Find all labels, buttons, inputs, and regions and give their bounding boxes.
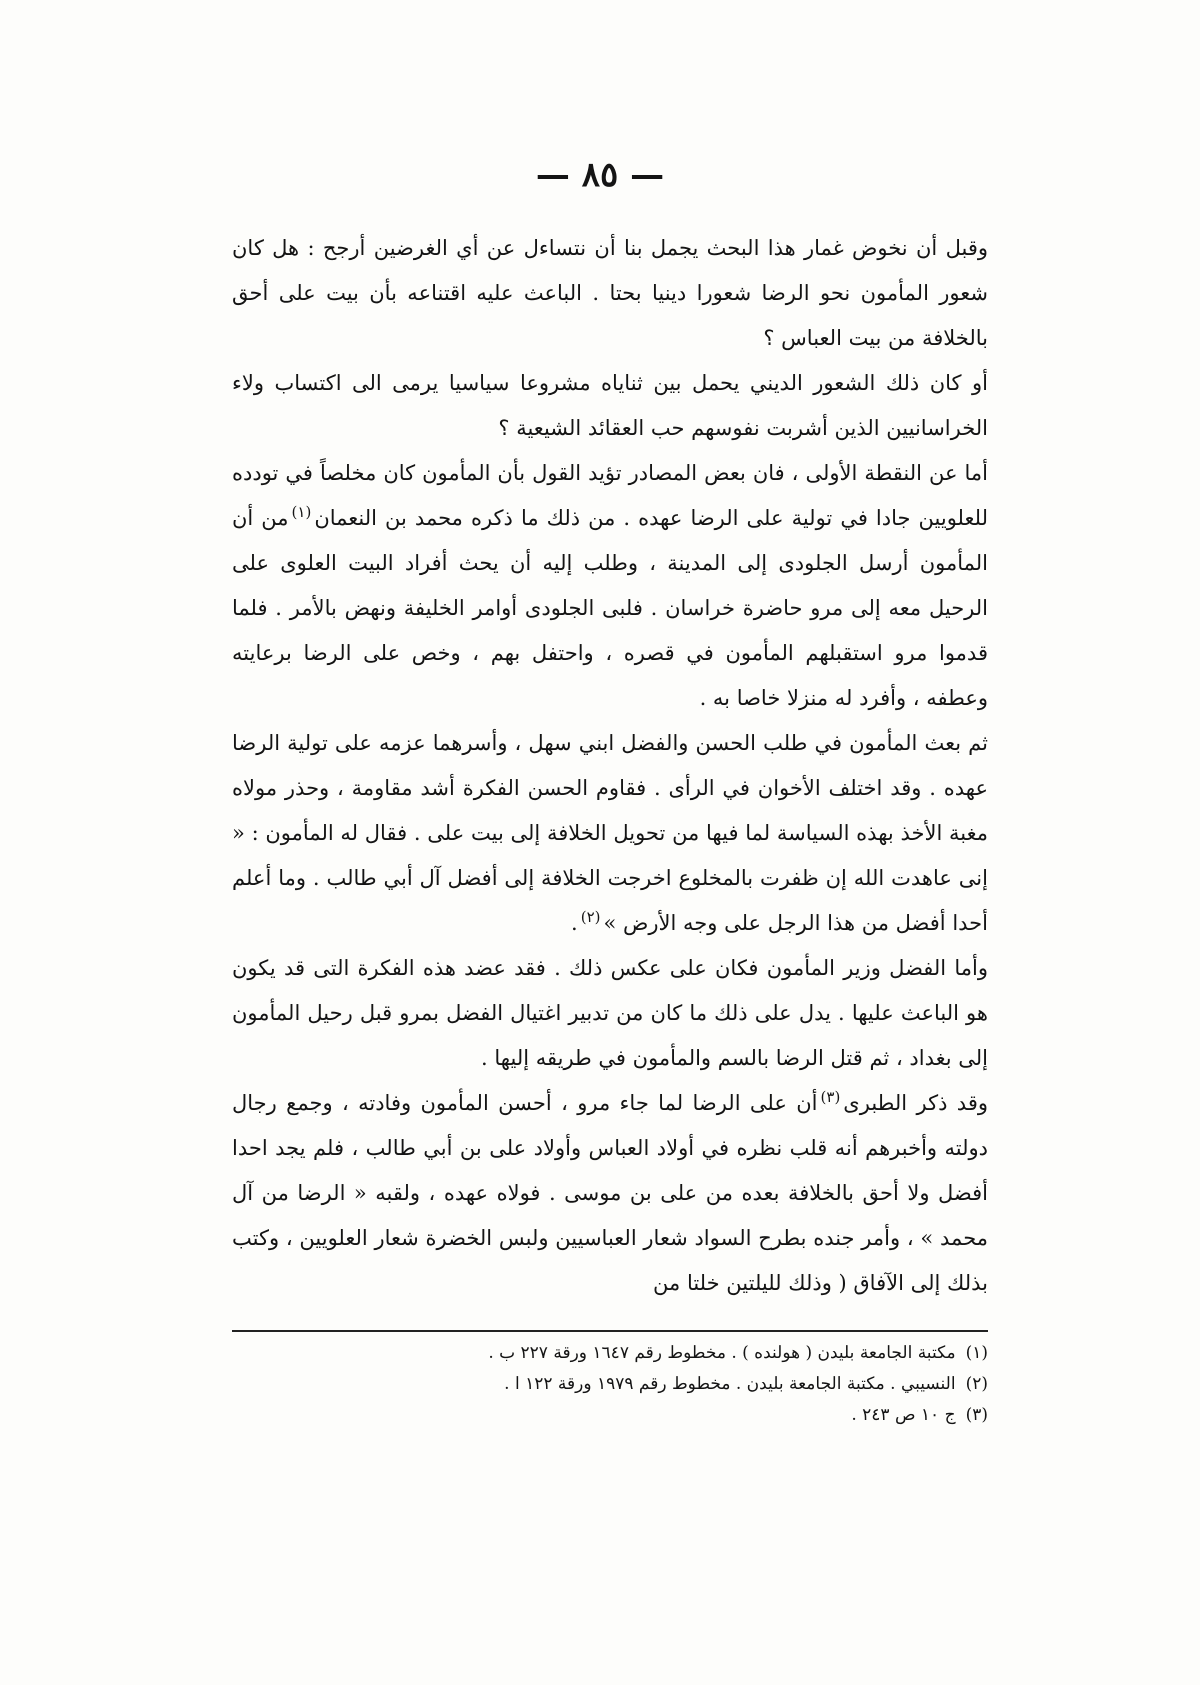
footnote-number: (١) — [965, 1343, 988, 1363]
footnote-text: ج ١٠ ص ٢٤٣ . — [851, 1405, 956, 1425]
paragraph-text: أما عن النقطة الأولى ، فان بعض المصادر تؤيد القول بأن المأمون كان مخلصاً في تودده للعلويين جادا في تولية على الرضا عهده . من ذلك ما ذكره محمد بن النعمان — [232, 461, 988, 530]
main-text — [232, 226, 988, 1306]
paragraph-text: أن على الرضا لما جاء مرو ، أحسن المأمون وفادته ، وجمع رجال دولته وأخبرهم أنه قلب نظره في أولاد العباس وأولاد على بن أبي طالب ، فلم يجد احدا أفضل ولا أحق بالخلافة بعده من على بن موسى . فولاه عهده ، ولقبه « الرضا من آل محمد » ، وأمر جنده بطرح السواد شعار العباسيين ولبس الخضرة شعار العلويين ، وكتب بذلك إلى الآفاق ( وذلك لليلتين خلتا من — [232, 1091, 988, 1295]
footnote — [232, 1400, 988, 1431]
paragraph-text: وقبل أن نخوض غمار هذا البحث يجمل بنا أن نتساءل عن أي الغرضين أرجح : هل كان شعور المأمون نحو الرضا شعورا دينيا بحتا . الباعث عليه اقتناعه بأن بيت على أحق بالخلافة من بيت العباس ؟ — [232, 236, 988, 350]
paragraph-text: وأما الفضل وزير المأمون فكان على عكس ذلك . فقد عضد هذه الفكرة التى قد يكون هو الباعث عليها . يدل على ذلك ما كان من تدبير اغتيال الفضل بمرو قبل رحيل المأمون إلى بغداد ، ثم قتل الرضا بالسم والمأمون في طريقه إليها . — [232, 956, 988, 1070]
footnote-number: (٢) — [965, 1374, 988, 1394]
footnote-text: النسيبي . مكتبة الجامعة بليدن . مخطوط رقم ١٩٧٩ ورقة ١٢٢ ا . — [504, 1374, 956, 1394]
paragraph — [232, 361, 988, 451]
footnote — [232, 1369, 988, 1400]
footnote-number: (٣) — [965, 1405, 988, 1425]
paragraph-text: أو كان ذلك الشعور الديني يحمل بين ثناياه مشروعا سياسيا يرمى الى اكتساب ولاء الخراسانيين الذين أشربت نفوسهم حب العقائد الشيعية ؟ — [232, 371, 988, 440]
footnote-reference: (٢) — [580, 908, 601, 926]
paragraph-text: وقد ذكر الطبرى — [843, 1091, 988, 1115]
paragraph-text: . — [571, 911, 578, 935]
page-number: — ٨٥ — — [535, 155, 665, 195]
footnote-reference: (٣) — [820, 1088, 841, 1106]
paragraph-text: ثم بعث المأمون في طلب الحسن والفضل ابني سهل ، وأسرهما عزمه على تولية الرضا عهده . وقد اختلف الأخوان في الرأى . فقاوم الحسن الفكرة أشد مقاومة ، وحذر مولاه مغبة الأخذ بهذه السياسة لما فيها من تحويل الخلافة إلى بيت على . فقال له المأمون : « إنى عاهدت الله إن ظفرت بالمخلوع اخرجت الخلافة إلى أفضل آل أبي طالب . وما أعلم أحدا أفضل من هذا الرجل على وجه الأرض » — [232, 731, 988, 935]
footnotes — [232, 1338, 988, 1431]
paragraph-text: من أن المأمون أرسل الجلودى إلى المدينة ، وطلب إليه أن يحث أفراد البيت العلوى على الرحيل معه إلى مرو حاضرة خراسان . فلبى الجلودى أوامر الخليفة ونهض بالأمر . فلما قدموا مرو استقبلهم المأمون في قصره ، واحتفل بهم ، وخص على الرضا برعايته وعطفه ، وأفرد له منزلا خاصا به . — [232, 506, 988, 710]
footnote-text: مكتبة الجامعة بليدن ( هولنده ) . مخطوط رقم ١٦٤٧ ورقة ٢٢٧ ب . — [488, 1343, 956, 1363]
paragraph — [232, 226, 988, 361]
paragraph — [232, 946, 988, 1081]
footnote-divider — [232, 1330, 988, 1332]
footnote-reference: (١) — [291, 503, 312, 521]
footnote — [232, 1338, 988, 1369]
paragraph — [232, 721, 988, 946]
paragraph — [232, 451, 988, 721]
paragraph — [232, 1081, 988, 1306]
